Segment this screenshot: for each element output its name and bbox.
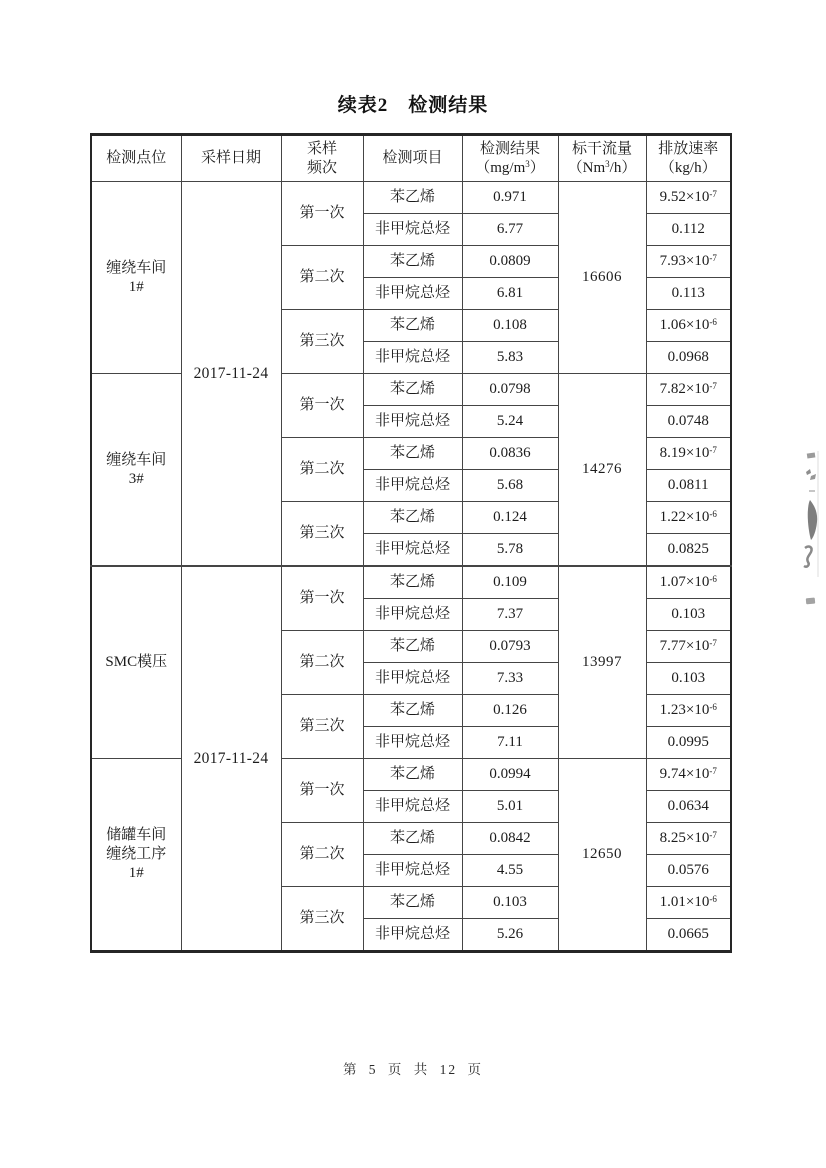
- rate-cell: $1.07\times 10^{-6}$: [646, 566, 731, 599]
- table-row: [91, 182, 731, 214]
- rate-cell: 0.0995: [646, 727, 731, 759]
- result-cell: 6.77: [462, 214, 558, 246]
- result-cell: 0.0836: [462, 438, 558, 470]
- result-cell: 7.37: [462, 599, 558, 631]
- rate-cell: 0.103: [646, 599, 731, 631]
- rate-cell: $1.23\times 10^{-6}$: [646, 695, 731, 727]
- item-cell: 苯乙烯: [363, 182, 462, 214]
- rate-cell: 0.0825: [646, 534, 731, 567]
- result-cell: 4.55: [462, 855, 558, 887]
- item-cell: 苯乙烯: [363, 631, 462, 663]
- item-cell: 苯乙烯: [363, 695, 462, 727]
- date-cell: 2017-11-24: [181, 182, 281, 567]
- rate-cell: 0.112: [646, 214, 731, 246]
- result-cell: 5.01: [462, 791, 558, 823]
- table-body: [91, 182, 731, 952]
- rate-cell: 0.0665: [646, 919, 731, 952]
- flow-cell: 12650: [558, 759, 646, 952]
- rate-cell: $1.01\times 10^{-6}$: [646, 887, 731, 919]
- column-header-1: 检测点位: [91, 135, 181, 182]
- frequency-cell: 第一次: [281, 566, 363, 631]
- rate-cell: $7.82\times 10^{-7}$: [646, 374, 731, 406]
- rate-cell: 0.0748: [646, 406, 731, 438]
- location-cell: SMC模压: [91, 566, 181, 759]
- frequency-cell: 第二次: [281, 631, 363, 695]
- result-cell: 0.108: [462, 310, 558, 342]
- location-cell: 缠绕车间 3#: [91, 374, 181, 567]
- item-cell: 苯乙烯: [363, 823, 462, 855]
- frequency-cell: 第二次: [281, 438, 363, 502]
- rate-cell: $9.74\times 10^{-7}$: [646, 759, 731, 791]
- frequency-cell: 第三次: [281, 310, 363, 374]
- frequency-cell: 第一次: [281, 182, 363, 246]
- result-cell: 5.26: [462, 919, 558, 952]
- result-cell: 0.109: [462, 566, 558, 599]
- rate-cell: $1.22\times 10^{-6}$: [646, 502, 731, 534]
- frequency-cell: 第二次: [281, 246, 363, 310]
- date-cell: 2017-11-24: [181, 566, 281, 952]
- frequency-cell: 第一次: [281, 759, 363, 823]
- result-cell: 0.0842: [462, 823, 558, 855]
- item-cell: 非甲烷总烃: [363, 727, 462, 759]
- rate-cell: $9.52\times 10^{-7}$: [646, 182, 731, 214]
- item-cell: 非甲烷总烃: [363, 470, 462, 502]
- item-cell: 非甲烷总烃: [363, 342, 462, 374]
- rate-cell: $7.93\times 10^{-7}$: [646, 246, 731, 278]
- item-cell: 非甲烷总烃: [363, 214, 462, 246]
- result-cell: 7.33: [462, 663, 558, 695]
- item-cell: 非甲烷总烃: [363, 278, 462, 310]
- frequency-cell: 第三次: [281, 695, 363, 759]
- column-header-7: 排放速率 （kg/h）: [646, 135, 731, 182]
- rate-cell: 0.0576: [646, 855, 731, 887]
- result-cell: 0.124: [462, 502, 558, 534]
- page-title: 续表2 检测结果: [337, 95, 489, 116]
- item-cell: 苯乙烯: [363, 246, 462, 278]
- rate-cell: 0.113: [646, 278, 731, 310]
- item-cell: 非甲烷总烃: [363, 406, 462, 438]
- result-cell: 5.24: [462, 406, 558, 438]
- frequency-cell: 第一次: [281, 374, 363, 438]
- rate-cell: 0.0634: [646, 791, 731, 823]
- result-cell: 5.83: [462, 342, 558, 374]
- rate-cell: $8.25\times 10^{-7}$: [646, 823, 731, 855]
- result-cell: 0.126: [462, 695, 558, 727]
- item-cell: 非甲烷总烃: [363, 599, 462, 631]
- rate-cell: $7.77\times 10^{-7}$: [646, 631, 731, 663]
- rate-cell: $1.06\times 10^{-6}$: [646, 310, 731, 342]
- item-cell: 苯乙烯: [363, 759, 462, 791]
- item-cell: 苯乙烯: [363, 566, 462, 599]
- frequency-cell: 第二次: [281, 823, 363, 887]
- result-cell: 7.11: [462, 727, 558, 759]
- result-cell: 5.68: [462, 470, 558, 502]
- result-cell: 6.81: [462, 278, 558, 310]
- item-cell: 苯乙烯: [363, 887, 462, 919]
- item-cell: 苯乙烯: [363, 310, 462, 342]
- flow-cell: 14276: [558, 374, 646, 567]
- result-cell: 0.0793: [462, 631, 558, 663]
- rate-cell: 0.0811: [646, 470, 731, 502]
- item-cell: 苯乙烯: [363, 502, 462, 534]
- frequency-cell: 第三次: [281, 887, 363, 952]
- result-cell: 0.103: [462, 887, 558, 919]
- item-cell: 非甲烷总烃: [363, 919, 462, 952]
- rate-cell: 0.103: [646, 663, 731, 695]
- column-header-3: 采样 频次: [281, 135, 363, 182]
- page-footer: 第 5 页 共 12 页: [342, 1062, 484, 1077]
- flow-cell: 13997: [558, 566, 646, 759]
- scan-artifact: [797, 449, 825, 611]
- result-cell: 0.0809: [462, 246, 558, 278]
- result-cell: 0.0798: [462, 374, 558, 406]
- item-cell: 苯乙烯: [363, 438, 462, 470]
- table-row: [91, 566, 731, 599]
- rate-cell: $8.19\times 10^{-7}$: [646, 438, 731, 470]
- results-table: [90, 133, 732, 953]
- table-header-row: [91, 135, 731, 182]
- column-header-2: 采样日期: [181, 135, 281, 182]
- rate-cell: 0.0968: [646, 342, 731, 374]
- item-cell: 非甲烷总烃: [363, 791, 462, 823]
- result-cell: 0.0994: [462, 759, 558, 791]
- item-cell: 非甲烷总烃: [363, 534, 462, 567]
- item-cell: 非甲烷总烃: [363, 855, 462, 887]
- column-header-4: 检测项目: [363, 135, 462, 182]
- column-header-5: 检测结果 $(mg/m^3)$: [462, 135, 558, 182]
- item-cell: 非甲烷总烃: [363, 663, 462, 695]
- flow-cell: 16606: [558, 182, 646, 374]
- item-cell: 苯乙烯: [363, 374, 462, 406]
- result-cell: 5.78: [462, 534, 558, 567]
- column-header-6: 标干流量 （Nm$^3$/h）: [558, 135, 646, 182]
- location-cell: 储罐车间 缠绕工序 1#: [91, 759, 181, 952]
- frequency-cell: 第三次: [281, 502, 363, 567]
- result-cell: 0.971: [462, 182, 558, 214]
- location-cell: 缠绕车间 1#: [91, 182, 181, 374]
